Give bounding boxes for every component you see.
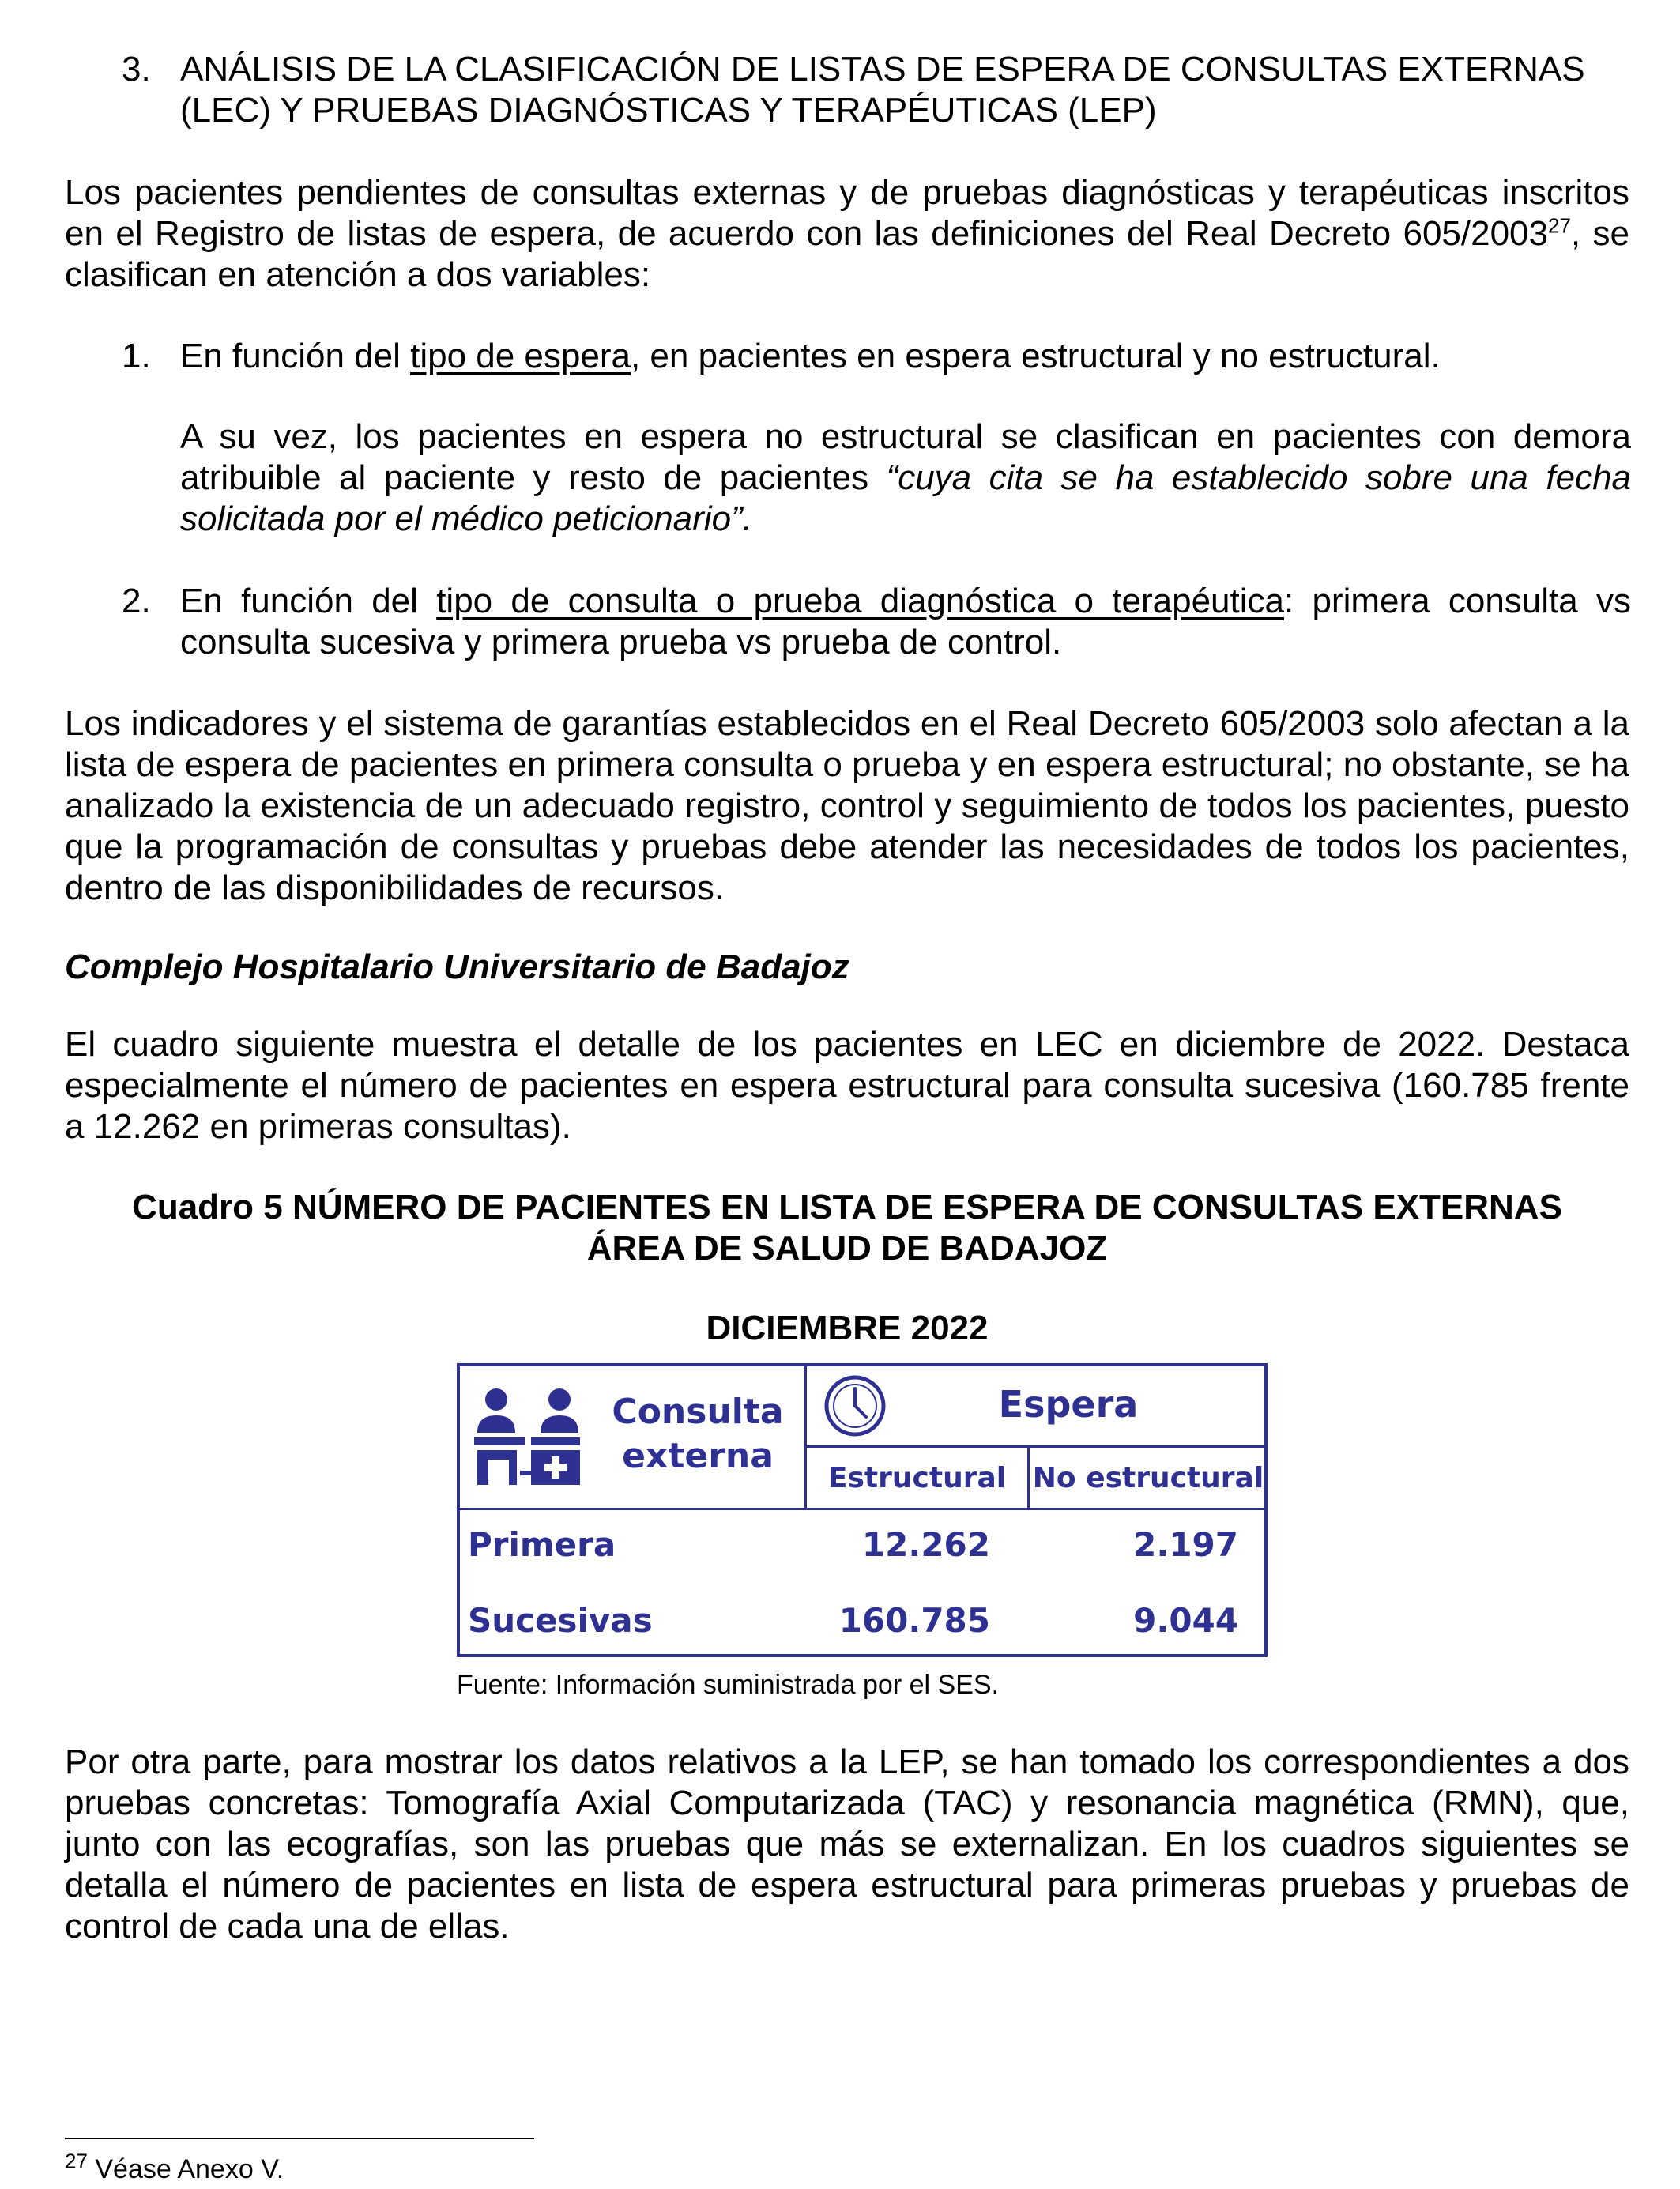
indicators-paragraph xyxy=(65,703,1629,909)
hospital-subheading: Complejo Hospitalario Universitario de Badajoz xyxy=(65,948,849,986)
intro-paragraph xyxy=(65,172,1629,296)
quoted-definition: “cuya cita se ha establecido sobre una fecha solicitada por el médico peticionario”. xyxy=(180,458,1632,538)
cell-estructural: 160.785 xyxy=(838,1601,990,1640)
underlined-term: tipo de espera xyxy=(410,337,631,375)
intro-text-end: , se clasifican en atención a dos variables: xyxy=(65,214,1630,294)
cuadro-intro-paragraph xyxy=(65,1024,1629,1147)
footnote-number: 27 xyxy=(65,2149,88,2173)
people-at-desk-icon xyxy=(471,1384,582,1494)
cuadro-title-line2: ÁREA DE SALUD DE BADAJOZ xyxy=(586,1229,1108,1268)
col-no-estructural: No estructural xyxy=(1032,1462,1264,1494)
footnote-ref[interactable]: 27 xyxy=(1548,213,1571,238)
list-number: 2. xyxy=(122,582,151,620)
cuadro-intro-text: El cuadro siguiente muestra el detalle de los pacientes en LEC en diciembre de 2022. Destaca especialmente el número de pacientes en espera estructural para consulta sucesiva (160.785 frente a 12.262 en primeras consultas). xyxy=(65,1025,1629,1146)
section-title: ANÁLISIS DE LA CLASIFICACIÓN DE LISTAS DE ESPERA DE CONSULTAS EXTERNAS (LEC) Y PRUEBAS DIAGNÓSTICAS Y TERAPÉUTICAS (LEP) xyxy=(180,50,1585,130)
cuadro-period: DICIEMBRE 2022 xyxy=(706,1309,989,1347)
table-source: Fuente: Información suministrada por el SES. xyxy=(457,1670,999,1700)
header-consulta-line1: Consulta xyxy=(612,1392,784,1432)
footnote-divider xyxy=(65,2138,534,2139)
intro-text: Los pacientes pendientes de consultas externas y de pruebas diagnósticas y terapéuticas inscritos en el Registro de listas de espera, de acuerdo con las definiciones del Real Decreto 605/2003 xyxy=(65,173,1629,253)
row-label: Sucesivas xyxy=(468,1601,653,1640)
header-consulta-line2: externa xyxy=(622,1436,774,1476)
list-text-end: , en pacientes en espera estructural y no estructural. xyxy=(630,337,1441,375)
cell-no-estructural: 2.197 xyxy=(1133,1525,1238,1564)
footnote xyxy=(65,2149,284,2185)
footnote-text: Véase Anexo V. xyxy=(87,2154,284,2184)
list-subtext: A su vez, los pacientes en espera no estructural se clasifican en pacientes con demora atribuible al paciente y resto de pacientes xyxy=(180,417,1631,497)
list-number: 1. xyxy=(122,337,151,375)
underlined-term: tipo de consulta o prueba diagnóstica o terapéutica xyxy=(436,582,1284,620)
cuadro-title-line1: Cuadro 5 NÚMERO DE PACIENTES EN LISTA DE ESPERA DE CONSULTAS EXTERNAS xyxy=(132,1188,1562,1226)
row-label: Primera xyxy=(468,1525,616,1564)
header-espera: Espera xyxy=(998,1383,1139,1426)
list-text-end: : primera consulta vs consulta sucesiva y primera prueba vs prueba de control. xyxy=(180,582,1631,661)
cell-no-estructural: 9.044 xyxy=(1133,1601,1238,1640)
lep-text: Por otra parte, para mostrar los datos relativos a la LEP, se han tomado los correspondientes a dos pruebas concretas: Tomografía Axial Computarizada (TAC) y resonancia magnética (RMN), que, junto con las ecografías, son las pruebas que más se externalizan. En los cuadros siguientes se detalla el número de pacientes en lista de espera estructural para primeras pruebas y pruebas de control de cada una de ellas. xyxy=(65,1743,1629,1946)
list-text: En función del xyxy=(180,337,411,375)
list-text: En función del xyxy=(180,582,437,620)
waiting-list-table xyxy=(457,1363,1268,1657)
cell-estructural: 12.262 xyxy=(861,1525,990,1564)
indicators-text: Los indicadores y el sistema de garantías establecidos en el Real Decreto 605/2003 solo afectan a la lista de espera de pacientes en primera consulta o prueba y en espera estructural; no obstante, se ha analizado la existencia de un adecuado registro, control y seguimiento de todos los pacientes, puesto que la programación de consultas y pruebas debe atender las necesidades de todos los pacientes, dentro de las disponibilidades de recursos. xyxy=(65,704,1629,907)
cuadro-title xyxy=(65,1187,1629,1269)
clock-icon xyxy=(822,1373,888,1439)
col-estructural: Estructural xyxy=(827,1462,1007,1494)
section-number: 3. xyxy=(122,50,151,89)
header-consulta xyxy=(599,1390,797,1479)
lep-paragraph xyxy=(65,1742,1629,1947)
